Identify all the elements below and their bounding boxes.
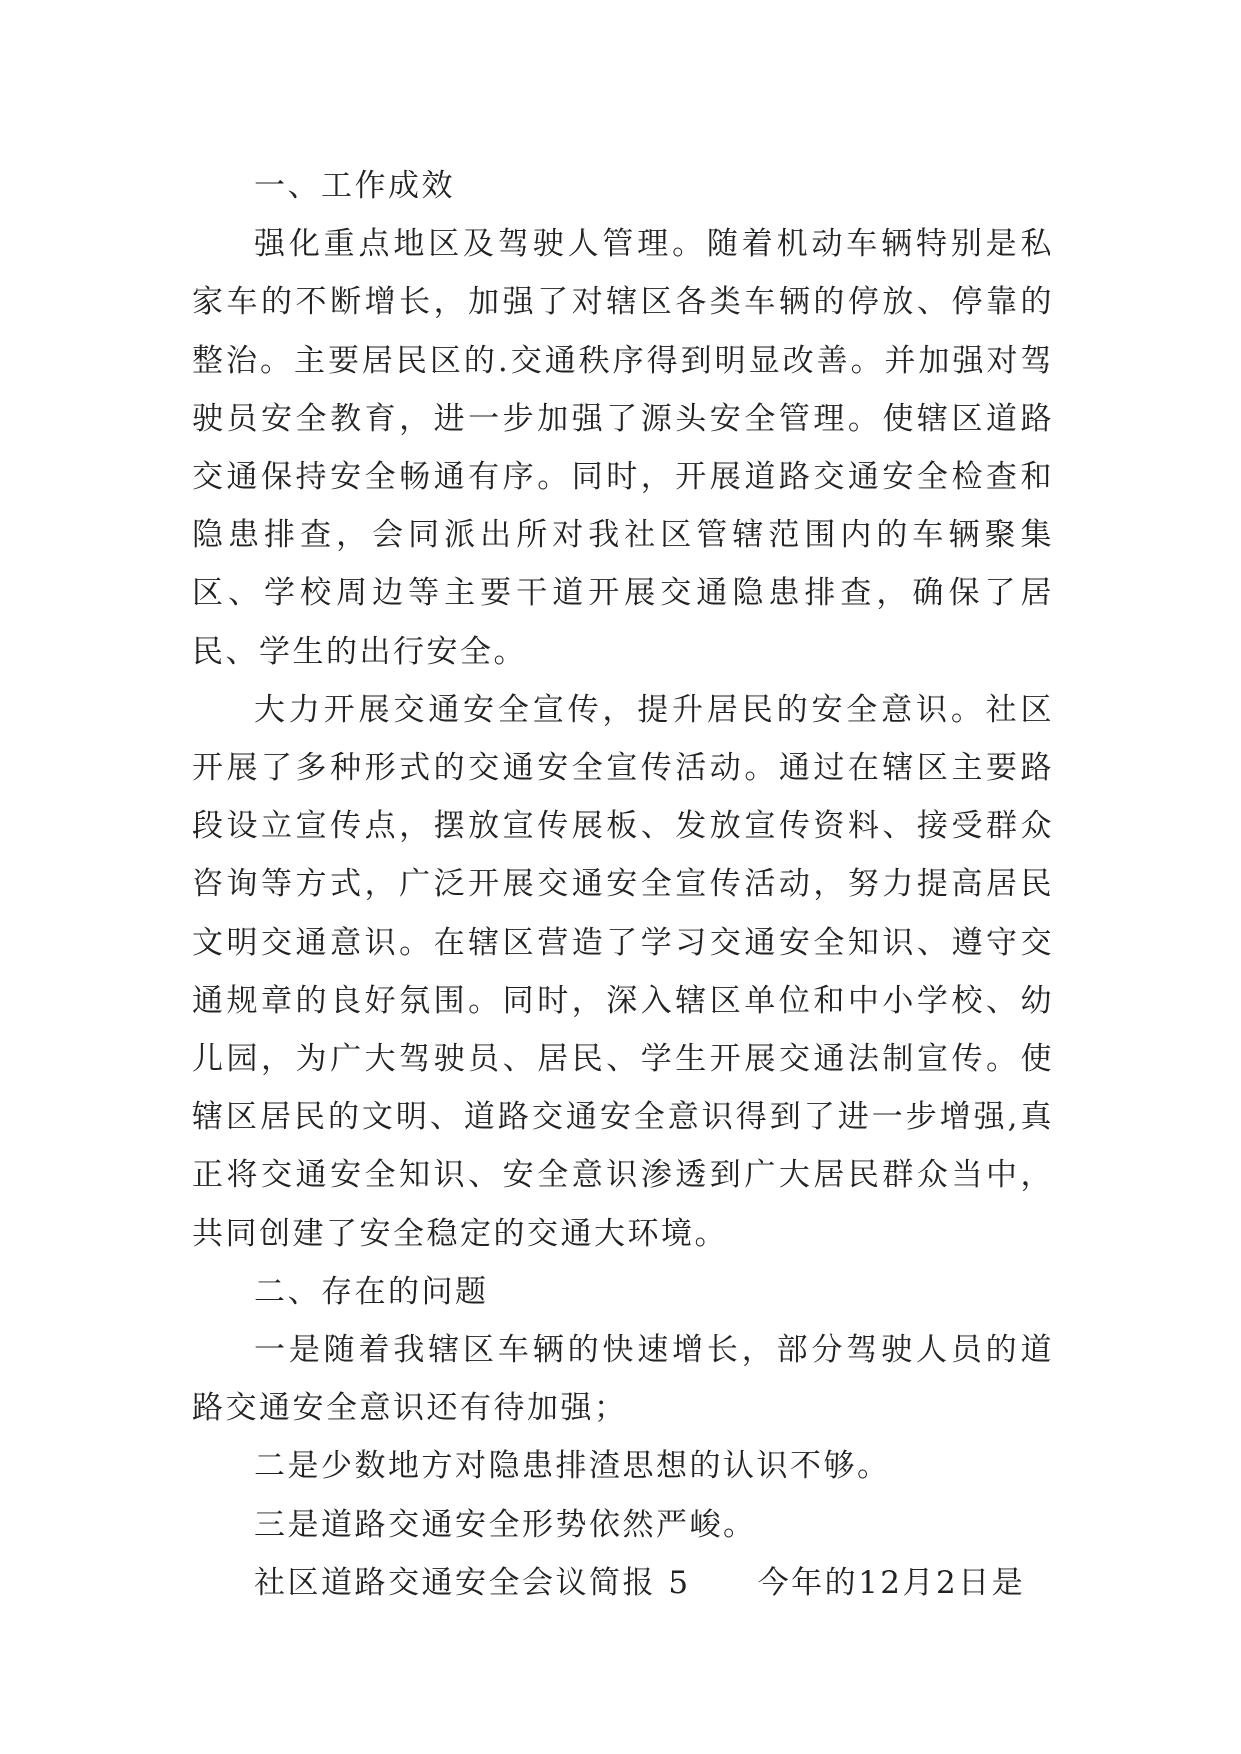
paragraph-safety-publicity: 大力开展交通安全宣传，提升居民的安全意识。社区开展了多种形式的交通安全宣传活动。通过在辖区主要路段设立宣传点，摆放宣传展板、发放宣传资料、接受群众咨询等方式，广泛开展交通安全宣传活动，努力提高居民文明交通意识。在辖区营造了学习交通安全知识、遵守交通规章的良好氛围。同时，深入辖区单位和中小学校、幼儿园，为广大驾驶员、居民、学生开展交通法制宣传。使辖区居民的文明、道路交通安全意识得到了进一步增强,真正将交通安全知识、安全意识渗透到广大居民群众当中，共同创建了安全稳定的交通大环境。: [192, 691, 1054, 1252]
document-body: [192, 157, 1054, 1612]
problem-item-3: 三是道路交通安全形势依然严峻。: [254, 1506, 757, 1543]
paragraph-driver-management: 强化重点地区及驾驶人管理。随着机动车辆特别是私家车的不断增长，加强了对辖区各类车辆的停放、停靠的整治。主要居民区的.交通秩序得到明显改善。并加强对驾驶员安全教育，进一步加强了源头安全管理。使辖区道路交通保持安全畅通有序。同时，开展道路交通安全检查和隐患排查，会同派出所对我社区管辖范围内的车辆聚集区、学校周边等主要干道开展交通隐患排查，确保了居民、学生的出行安全。: [192, 226, 1054, 670]
next-briefing-start: 社区道路交通安全会议简报 5 今年的12月2日是: [254, 1564, 1026, 1601]
section-heading-achievements: 一、工作成效: [254, 168, 455, 204]
section-heading-problems: 二、存在的问题: [254, 1273, 489, 1310]
problem-item-2: 二是少数地方对隐患排渣思想的认识不够。: [254, 1448, 891, 1485]
problem-item-1: 一是随着我辖区车辆的快速增长，部分驾驶人员的道路交通安全意识还有待加强；: [192, 1332, 1054, 1427]
